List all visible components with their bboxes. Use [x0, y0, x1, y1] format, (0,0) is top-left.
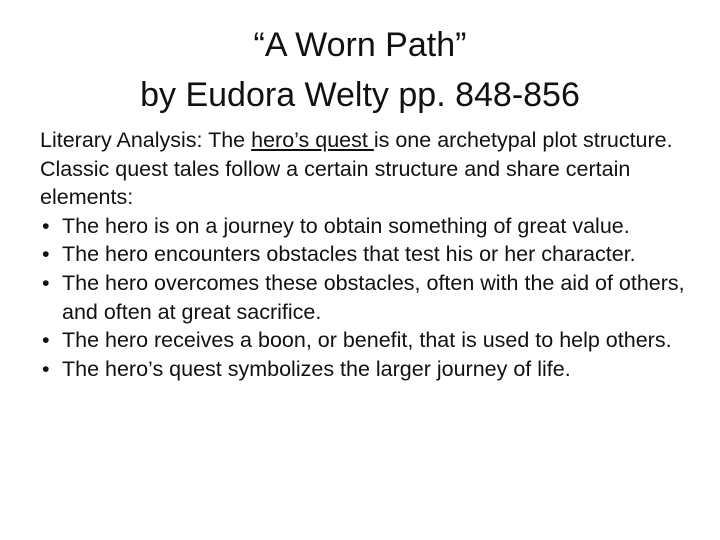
bullet-text: The hero encounters obstacles that test his or her character.: [62, 242, 636, 267]
title-line-1: “A Worn Path”: [253, 26, 467, 64]
bullet-item: [40, 269, 700, 326]
bullet-marker: •: [42, 242, 50, 267]
bullet-marker: •: [42, 328, 50, 353]
slide-title: [0, 20, 720, 120]
bullet-text: The hero receives a boon, or benefit, that is used to help others.: [62, 328, 672, 353]
bullet-item: [40, 212, 700, 241]
bullet-item: [40, 326, 700, 355]
intro-underlined-term: hero’s quest: [251, 128, 374, 152]
bullet-marker: •: [42, 356, 50, 381]
intro-paragraph: [40, 126, 700, 212]
bullet-item: [40, 355, 700, 384]
bullet-list: [40, 212, 700, 384]
bullet-item: [40, 240, 700, 269]
bullet-marker: •: [42, 213, 50, 238]
intro-text-after: is one archetypal plot structure. Classic quest tales follow a certain structure and share certain elements:: [40, 128, 673, 210]
bullet-marker: •: [42, 270, 50, 295]
bullet-text: The hero overcomes these obstacles, often with the aid of others, and often at great sacrifice.: [62, 270, 685, 324]
bullet-text: The hero is on a journey to obtain something of great value.: [62, 213, 630, 238]
intro-text-before: Literary Analysis: The: [40, 128, 252, 152]
slide-body: [40, 126, 700, 383]
title-line-2: by Eudora Welty pp. 848-856: [140, 76, 580, 114]
bullet-text: The hero’s quest symbolizes the larger journey of life.: [62, 356, 571, 381]
